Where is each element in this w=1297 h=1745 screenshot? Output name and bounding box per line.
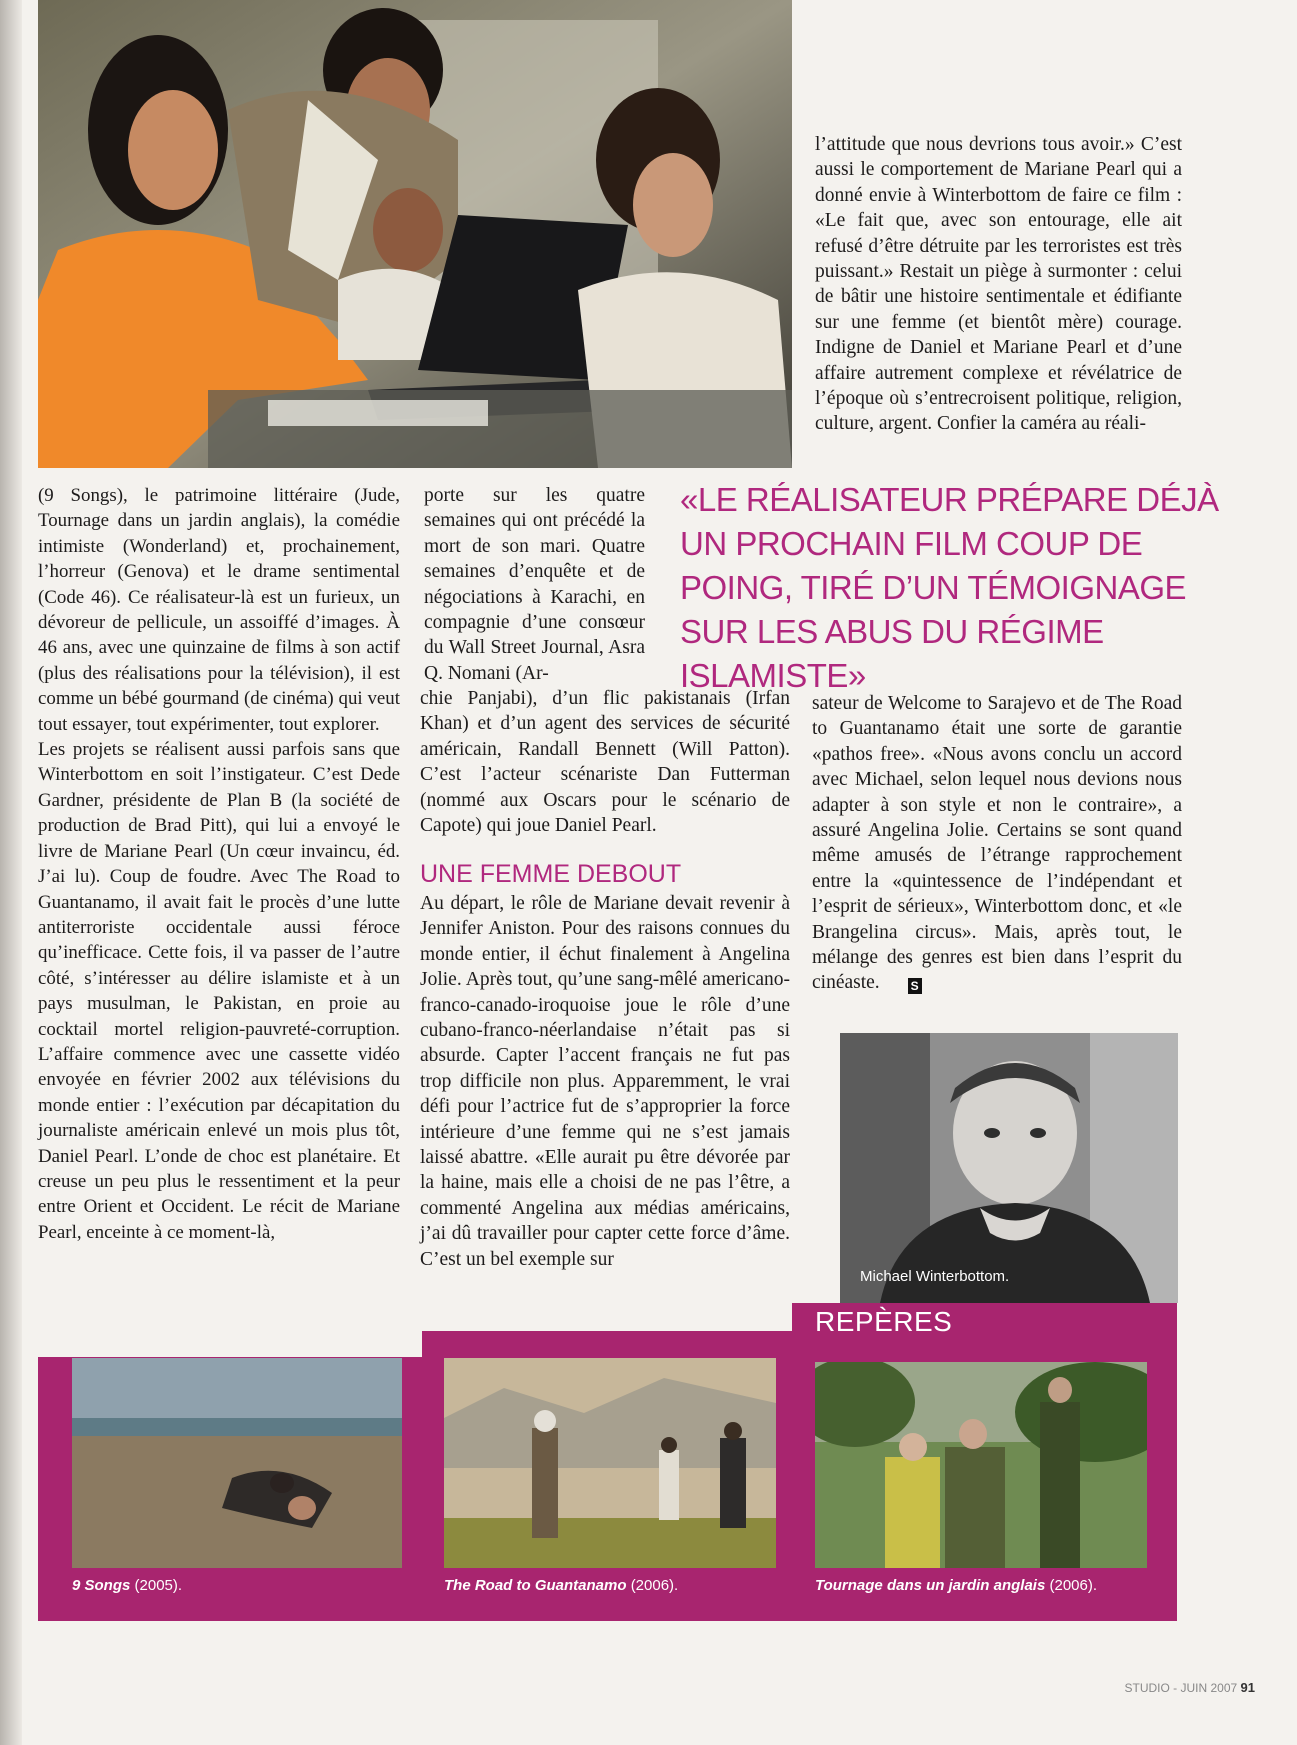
page-folio [1124,1680,1255,1695]
reperes-caption-1 [72,1577,182,1594]
article-text: l’attitude que nous devrions tous avoir.» C’est aussi le comportement de Mariane Pearl qui a donné envie à Winterbottom de faire ce film : «Le fait que, avec son entourage, elle ait refusé d’être détruite par les terroristes est très puissant.» Restait un piège à surmonter : celui de bâtir une histoire sentimentale et édifiante sur une femme (et bientôt mère) courage. Indigne de Daniel et Mariane Pearl et d’une affaire autrement complexe et révélatrice de l’époque où s’entrecroisent politique, religion, culture, argent. Confier la caméra au réali- [815,134,1182,435]
caption-title: 9 Songs [72,1577,131,1594]
article-text: sateur de Welcome to Sarajevo et de The Road to Guantanamo était une sorte de garantie «pathos free». «Nous avons conclu un accord avec Michael, selon lequel nous devions nous adapter à son style et non le contraire», a assuré Angelina Jolie. Certains se sont quand même amusés de l’étrange rapprochement entre la «quintessence de l’indépendant et l’esprit de sérieux», Winterbottom donc, et «le Brangelina circus». Mais, après tout, le mélange des genres est bien dans l’esprit du cinéaste. [812,693,1182,994]
caption-title: The Road to Guantanamo [444,1577,627,1594]
reperes-band-notch [38,1331,422,1357]
caption-year: (2006). [1049,1577,1098,1594]
article-column-left [38,483,400,1245]
article-paragraph: (9 Songs), le patrimoine littéraire (Jude, Tournage dans un jardin anglais), la comédie intimiste (Wonderland) et, prochainement, l’horreur (Genova) et le drame sentimental (Code 46). Ce réalisateur-là est un furieux, un dévoreur de pellicule, un assoiffé d’images. À 46 ans, avec une quinzaine de films à son actif (plus des réalisations pour la télévision), il est comme un bébé gourmand (de cinéma) qui veut tout essayer, tout expérimenter, tout explorer. [38,485,400,735]
reperes-caption-3 [815,1577,1097,1594]
article-paragraph: Les projets se réalisent aussi parfois sans que Winterbottom en soit l’instigateur. C’est Dede Gardner, présidente de Plan B (la société de production de Brad Pitt), qui lui a envoyé le livre de Mariane Pearl (Un cœur invaincu, éd. J’ai lu). Coup de foudre. Avec The Road to Guantanamo, il avait fait le procès d’une lutte antiterroriste occidentale aussi féroce qu’inefficace. Cette fois, il va passer de l’autre côté, s’intéresser au délire islamiste et à un pays musulman, le Pakistan, en proie au cocktail mortel religion-pauvreté-corruption. L’affaire commence avec une cassette vidéo envoyée en février 2002 aux télévisions du monde entier : l’exécution par décapitation du journaliste américain enlevé un mois plus tôt, Daniel Pearl. L’onde de choc est planétaire. Et creuse un peu plus le ressentiment et la peur entre Orient et Occident. Le récit de Mariane Pearl, enceinte à ce moment-là, [38,739,400,1243]
reperes-band-notch-fill [422,1331,792,1347]
article-text: porte sur les quatre semaines qui ont précédé la mort de son mari. Quatre semaines d’enquête et de négociations à Karachi, en compagnie d’une consœur du Wall Street Journal, Asra Q. Nomani (Ar- [424,485,645,684]
magazine-issue: STUDIO - JUIN 2007 [1124,1681,1238,1695]
caption-year: (2005). [134,1577,183,1594]
article-text: chie Panjabi), d’un flic pakistanais (Irfan Khan) et d’un agent des services de sécurité américain, Randall Bennett (Will Patton). C’est l’acteur scénariste Dan Futterman (nommé aux Oscars pour le scénario de Capote) qui joue Daniel Pearl. [420,688,790,837]
article-column-right [812,691,1182,996]
film-still-photo [38,0,792,468]
pull-quote: «LE RÉALISATEUR PRÉPARE DÉJÀ UN PROCHAIN FILM COUP DE POING, TIRÉ D’UN TÉMOIGNAGE SUR LES ABUS DU RÉGIME ISLAMISTE» [680,481,1219,694]
end-of-article-mark: S [908,978,922,994]
page-gutter [0,0,22,1745]
reperes-heading: REPÈRES [815,1306,953,1337]
reperes-photo-tournage [815,1362,1147,1568]
reperes-photo-9-songs [72,1358,402,1568]
article-text: Au départ, le rôle de Mariane devait revenir à Jennifer Aniston. Pour des raisons connues du monde entier, il échut finalement à Angelina Jolie. Après tout, qu’une sang-mêlé americano-franco-canado-iroquoise joue le rôle d’une cubano-franco-néerlandaise n’était pas si absurde. Capter l’accent français ne fut pas trop difficile non plus. Apparemment, le vrai défi pour l’actrice fut de s’approprier la force intérieure d’une femme qui ne s’est jamais laissé abattre. «Elle aurait pu être dévorée par la haine, mais elle a choisi de ne pas l’être, a commenté Angelina aux médias américains, j’ai dû travailler pour capter cette force d’âme. C’est un bel exemple sur [420,893,790,1270]
section-subheading: UNE FEMME DEBOUT [420,860,682,888]
article-column-top-right [815,132,1182,437]
caption-title: Tournage dans un jardin anglais [815,1577,1046,1594]
caption-year: (2006). [630,1577,679,1594]
article-column-middle-top [424,483,645,686]
page-number: 91 [1240,1680,1255,1695]
director-portrait-photo [840,1033,1178,1303]
article-column-middle-lower [420,891,790,1272]
reperes-photo-road-to-guantanamo [444,1358,776,1568]
reperes-caption-2 [444,1577,678,1594]
article-column-middle [420,686,790,838]
portrait-caption: Michael Winterbottom. [860,1268,1010,1285]
